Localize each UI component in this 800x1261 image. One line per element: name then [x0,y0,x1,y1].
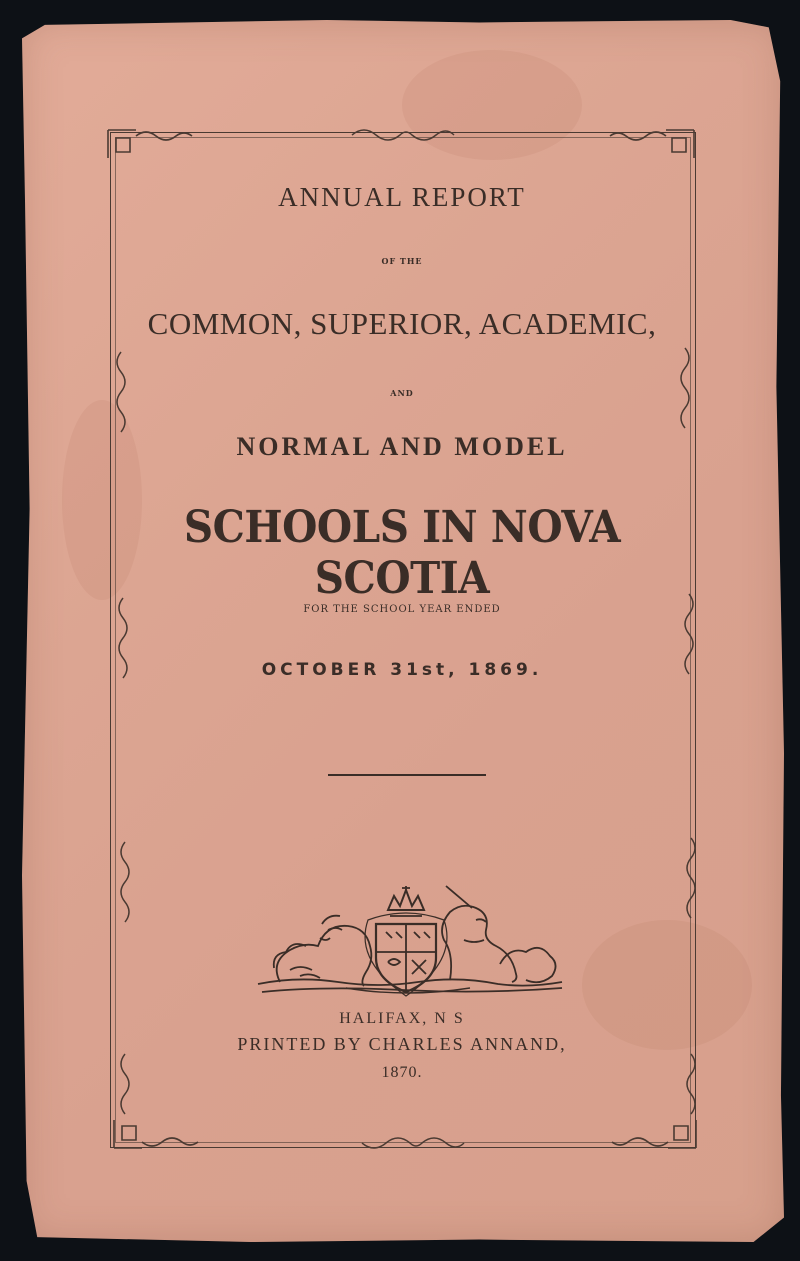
imprint-year: 1870. [381,1064,423,1081]
period-date: OCTOBER 31st, 1869. [261,660,543,680]
connector-of-the: OF THE [381,256,423,266]
corner-ornament-icon [106,128,196,168]
scroll-ornament-icon [348,126,458,144]
connector-and: AND [390,388,414,398]
royal-coat-of-arms-icon [250,880,570,998]
side-ornament-icon [680,834,702,924]
imprint-printer: PRINTED BY CHARLES ANNAND, [237,1034,567,1054]
title-schools-in-nova-scotia: SCHOOLS IN NOVA SCOTIA [183,502,621,604]
side-ornament-icon [114,838,136,928]
corner-ornament-icon [606,128,696,168]
imprint-place: HALIFAX, N S [339,1010,465,1027]
title-common-superior-academic: COMMON, SUPERIOR, ACADEMIC, [147,306,657,341]
period-label: FOR THE SCHOOL YEAR ENDED [303,604,501,615]
title-normal-and-model: NORMAL AND MODEL [236,432,568,461]
scroll-ornament-icon [358,1134,468,1152]
divider-rule [328,774,486,776]
title-annual-report: ANNUAL REPORT [278,182,526,212]
